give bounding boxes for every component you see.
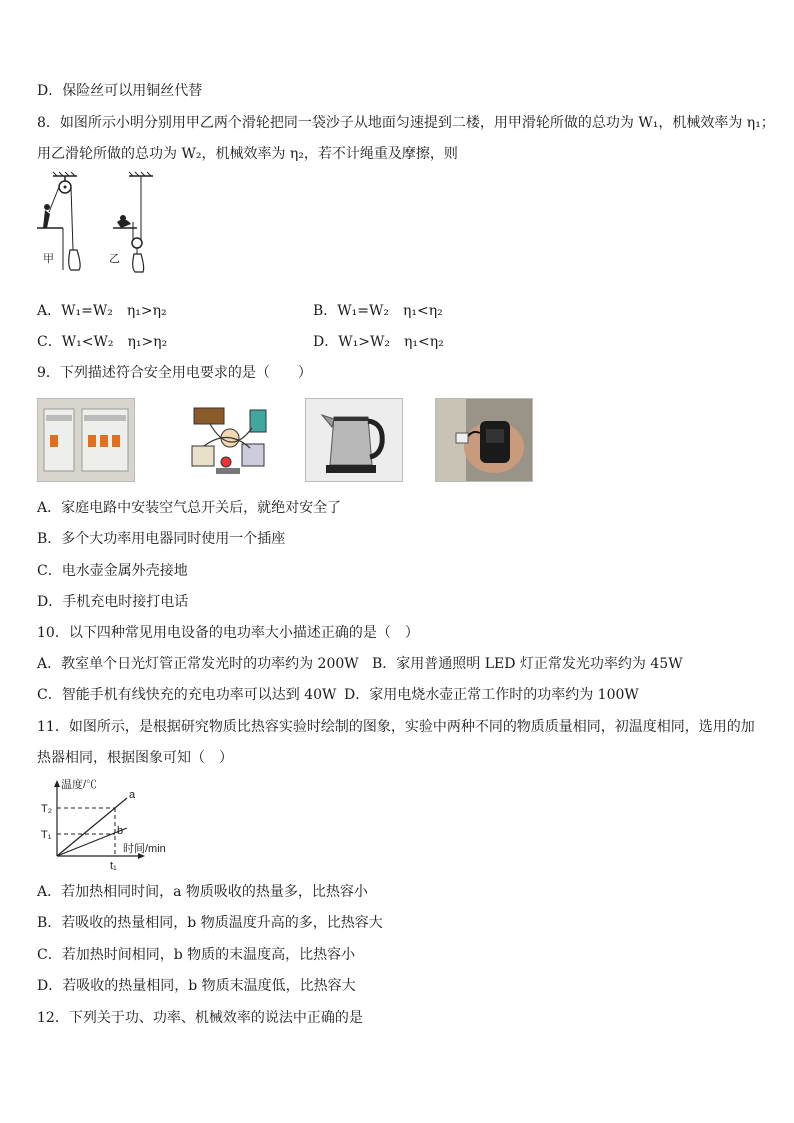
q9-option-a: A．家庭电路中安装空气总开关后，就绝对安全了 [37,500,342,516]
graph-xlabel: 时间/min [123,843,166,855]
temperature-time-graph [37,776,182,872]
q11-stem-line1: 11．如图所示，是根据研究物质比热容实验时绘制的图象，实验中两种不同的物质质量相同，初温度相同，选用的加 [37,719,755,735]
q11-option-b: B．若吸收的热量相同，b 物质温度升高的多，比热容大 [37,915,383,931]
label-yi: 乙 [109,252,120,265]
pulley-figure [37,170,162,278]
q9-option-b: B．多个大功率用电器同时使用一个插座 [37,531,286,547]
q11-option-c: C．若加热时间相同，b 物质的末温度高，比热容小 [37,947,356,963]
circuit-breaker-image [37,398,135,482]
overloaded-socket-image [180,398,280,480]
graph-tick-x: t₁ [110,860,117,872]
q11-option-a: A．若加热相同时间，a 物质吸收的热量多，比热容小 [37,884,368,900]
prev-option-d: D．保险丝可以用铜丝代替 [37,83,203,99]
q10-option-a: A．教室单个日光灯管正常发光时的功率约为 200W [37,656,359,672]
q8-option-c: C．W₁<W₂ η₁>η₂ [37,334,168,350]
q9-option-c: C．电水壶金属外壳接地 [37,563,188,579]
q12-stem: 12．下列关于功、功率、机械效率的说法中正确的是 [37,1010,363,1026]
q9-stem: 9．下列描述符合安全用电要求的是（ ） [37,365,312,381]
q8-option-b: B．W₁=W₂ η₁<η₂ [313,303,443,319]
q10-stem: 10．以下四种常见用电设备的电功率大小描述正确的是（ ） [37,625,419,641]
q9-option-d: D．手机充电时接打电话 [37,594,189,610]
phone-charging-image [435,398,533,482]
q8-stem-line1: 8．如图所示小明分别用甲乙两个滑轮把同一袋沙子从地面匀速提到二楼，用甲滑轮所做的总功为 W₁，机械效率为 η₁； [37,115,775,131]
q10-option-d: D．家用电烧水壶正常工作时的功率约为 100W [344,687,639,703]
graph-line-b-label: b [117,825,124,837]
graph-ylabel: 温度/℃ [61,779,98,791]
graph-tick-t2: T₂ [41,803,52,815]
label-jia: 甲 [43,252,54,265]
graph-tick-t1: T₁ [41,829,52,841]
electric-kettle-image [305,398,403,482]
q8-option-d: D．W₁>W₂ η₁<η₂ [313,334,444,350]
q8-option-a: A．W₁=W₂ η₁>η₂ [37,303,167,319]
q11-stem-line2: 热器相同，根据图象可知（ ） [37,750,233,766]
q10-option-b: B．家用普通照明 LED 灯正常发光功率约为 45W [372,656,683,672]
q8-stem-line2: 用乙滑轮所做的总功为 W₂，机械效率为 η₂，若不计绳重及摩擦，则 [37,146,458,162]
q11-option-d: D．若吸收的热量相同，b 物质末温度低，比热容大 [37,978,356,994]
q10-option-c: C．智能手机有线快充的充电功率可以达到 40W [37,687,337,703]
graph-line-a-label: a [129,789,136,801]
